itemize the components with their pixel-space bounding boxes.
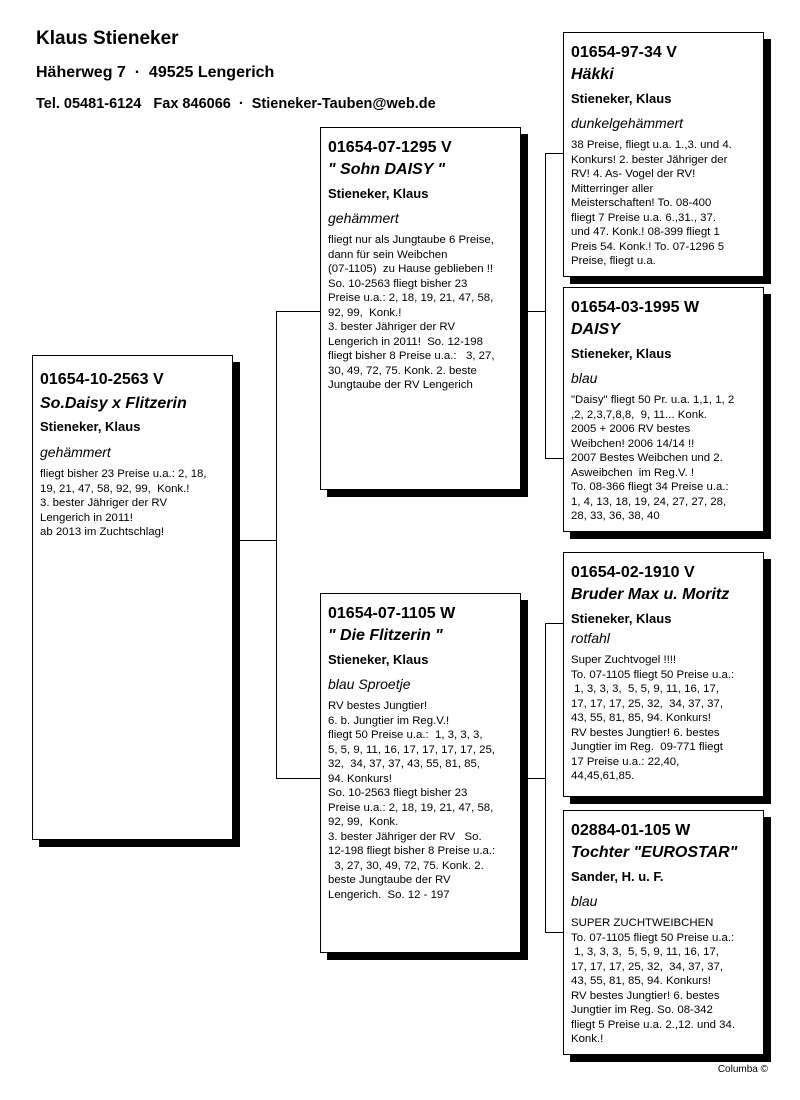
connector-line	[276, 311, 320, 312]
connector-line	[528, 311, 545, 312]
owner-contact: Tel. 05481-6124 Fax 846066 · Stieneker-Tauben@web.de	[36, 96, 436, 112]
ring-number: 01654-10-2563 V	[40, 371, 164, 388]
connector-line	[276, 311, 277, 779]
ring-number: 02884-01-105 W	[571, 822, 691, 839]
owner-name: Klaus Stieneker	[36, 28, 179, 49]
connector-line	[240, 540, 276, 541]
pigeon-card-father-father	[563, 32, 764, 277]
footer-credit: Columba ©	[717, 1064, 768, 1075]
ring-number: 01654-03-1995 W	[571, 299, 700, 316]
connector-line	[545, 623, 563, 624]
connector-line	[545, 153, 546, 459]
pigeon-color: rotfahl	[571, 630, 610, 646]
pigeon-card-father-mother	[563, 287, 764, 532]
pigeon-card-main	[32, 355, 233, 840]
breeder-name: Stieneker, Klaus	[571, 611, 672, 626]
breeder-name: Stieneker, Klaus	[328, 186, 429, 201]
pigeon-name: " Die Flitzerin "	[328, 627, 443, 644]
connector-line	[545, 153, 563, 154]
connector-line	[545, 458, 563, 459]
pigeon-name: So.Daisy x Flitzerin	[40, 395, 187, 412]
pigeon-description: "Daisy" fliegt 50 Pr. u.a. 1,1, 1, 2 ,2, 2,3,7,8,8, 9, 11... Konk. 2005 + 2006 RV bestes Weibchen! 2006 14/14 !! 2007 Bestes Weibchen und 2. Asweibchen im Reg.V. ! To. 08-366 fliegt 34 Preise u.a.: 1, 4, 13, 18, 19, 24, 27, 27, 28, 28, 33, 36, 38, 40	[571, 394, 735, 522]
pigeon-card-mother-father	[563, 552, 764, 797]
pigeon-color: gehämmert	[328, 210, 399, 226]
pigeon-name: Bruder Max u. Moritz	[571, 586, 730, 603]
breeder-name: Sander, H. u. F.	[571, 869, 664, 884]
connector-line	[276, 778, 320, 779]
pigeon-color: dunkelgehämmert	[571, 115, 684, 131]
pigeon-card-father	[320, 127, 521, 490]
breeder-name: Stieneker, Klaus	[328, 652, 429, 667]
breeder-name: Stieneker, Klaus	[571, 346, 672, 361]
pigeon-description: Super Zuchtvogel !!!! To. 07-1105 fliegt 50 Preise u.a.: 1, 3, 3, 3, 5, 5, 9, 11, 16, 17, 17, 17, 17, 25, 32, 34, 37, 37, 43, 55, 81, 85, 94. Konkurs! RV bestes Jungtier! 6. bestes Jungtier im Reg. 09-771 fliegt 17 Preise u.a.: 22,40, 44,45,61,85.	[571, 654, 735, 782]
pigeon-name: DAISY	[571, 321, 620, 338]
ring-number: 01654-02-1910 V	[571, 564, 695, 581]
pigeon-description: fliegt bisher 23 Preise u.a.: 2, 18, 19, 21, 47, 58, 92, 99, Konk.! 3. bester Jähriger der RV Lengerich in 2011! ab 2013 im Zuchtschlag!	[40, 468, 207, 538]
pigeon-card-mother-mother	[563, 810, 764, 1055]
pigeon-color: blau Sproetje	[328, 676, 411, 692]
pigeon-description: 38 Preise, fliegt u.a. 1.,3. und 4. Konkurs! 2. bester Jähriger der RV! 4. As- Vogel der RV! Mitterringer aller Meisterschaften! To. 08-400 fliegt 7 Preise u.a. 6.,31., 37. und 47. Konk.! 08-399 fliegt 1 Preis 54. Konk.! To. 07-1296 5 Preise, fliegt u.a.	[571, 139, 732, 267]
pigeon-color: blau	[571, 370, 598, 386]
breeder-name: Stieneker, Klaus	[571, 91, 672, 106]
connector-line	[545, 623, 546, 933]
pigeon-description: RV bestes Jungtier! 6. b. Jungtier im Reg.V.! fliegt 50 Preise u.a.: 1, 3, 3, 3, 5, 5, 9, 11, 16, 17, 17, 17, 17, 25, 32, 34, 37, 37, 43, 55, 81, 85, 94. Konkurs! So. 10-2563 fliegt bisher 23 Preise u.a.: 2, 18, 19, 21, 47, 58, 92, 99, Konk. 3. bester Jähriger der RV So. 12-198 fliegt bisher 8 Preise u.a.: 3, 27, 30, 49, 72, 75. Konk. 2. beste Jungtaube der RV Lengerich. So. 12 - 197	[328, 700, 496, 901]
connector-line	[528, 778, 545, 779]
pigeon-name: " Sohn DAISY "	[328, 161, 446, 178]
pigeon-card-mother	[320, 593, 521, 953]
ring-number: 01654-97-34 V	[571, 44, 677, 61]
breeder-name: Stieneker, Klaus	[40, 419, 141, 434]
pigeon-name: Tochter "EUROSTAR"	[571, 844, 738, 861]
pigeon-description: SUPER ZUCHTWEIBCHEN To. 07-1105 fliegt 50 Preise u.a.: 1, 3, 3, 3, 5, 5, 9, 11, 16, 17, 17, 17, 17, 25, 32, 34, 37, 37, 43, 55, 81, 85, 94. Konkurs! RV bestes Jungtier! 6. bestes Jungtier im Reg. So. 08-342 fliegt 5 Preise u.a. 2.,12. und 34. Konk.!	[571, 917, 736, 1045]
owner-address: Häherweg 7 · 49525 Lengerich	[36, 64, 275, 81]
pigeon-color: gehämmert	[40, 444, 111, 460]
pigeon-description: fliegt nur als Jungtaube 6 Preise, dann für sein Weibchen (07-1105) zu Hause geblieben !! So. 10-2563 fliegt bisher 23 Preise u.a.: 2, 18, 19, 21, 47, 58, 92, 99, Konk.! 3. bester Jähriger der RV Lengerich in 2011! So. 12-198 fliegt bisher 8 Preise u.a.: 3, 27, 30, 49, 72, 75. Konk. 2. beste Jungtaube der RV Lengerich	[328, 234, 495, 391]
pigeon-name: Häkki	[571, 66, 614, 83]
ring-number: 01654-07-1105 W	[328, 605, 456, 622]
connector-line	[545, 932, 563, 933]
ring-number: 01654-07-1295 V	[328, 139, 452, 156]
pigeon-color: blau	[571, 893, 598, 909]
